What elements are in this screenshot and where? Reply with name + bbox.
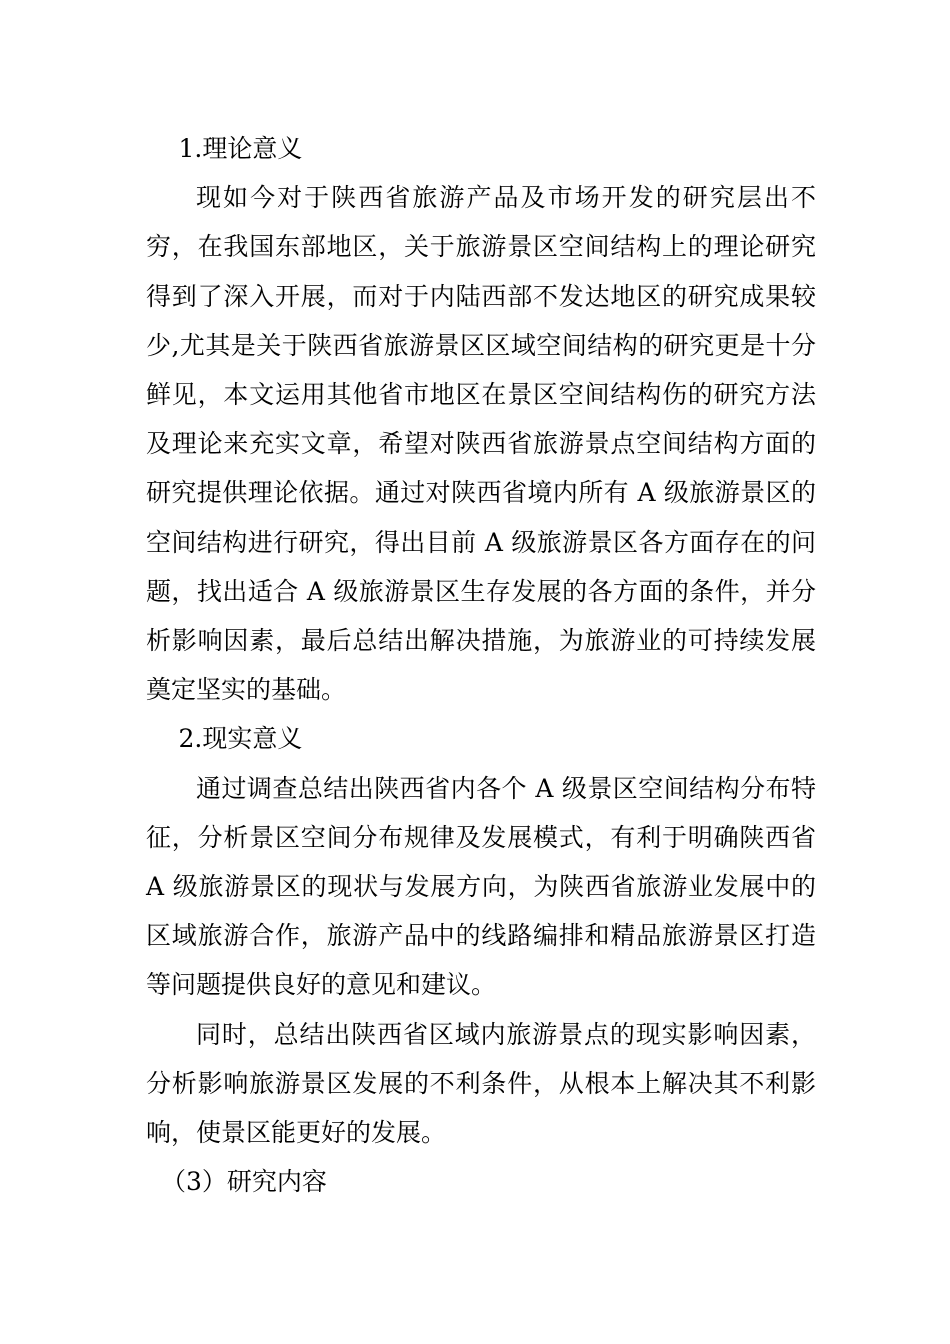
section-heading-practical-significance: 2.现实意义 xyxy=(178,724,303,754)
paragraph-theoretical-significance: 现如今对于陕西省旅游产品及市场开发的研究层出不穷，在我国东部地区，关于旅游景区空间结构上的理论研究得到了深入开展，而对于内陆西部不发达地区的研究成果较少,尤其是关于陕西省旅游景区区域空间结构的研究更是十分鲜见，本文运用其他省市地区在景区空间结构伤的研究方法及理论来充实文章，希望对陕西省旅游景点空间结构方面的研究提供理论依据。通过对陕西省境内所有 A 级旅游景区的空间结构进行研究，得出目前 A 级旅游景区各方面存在的问题，找出适合 A 级旅游景区生存发展的各方面的条件，并分析影响因素，最后总结出解决措施，为旅游业的可持续发展奠定坚实的基础。 xyxy=(146,183,816,705)
paragraph-practical-significance-2: 同时，总结出陕西省区域内旅游景点的现实影响因素，分析影响旅游景区发展的不利条件，从根本上解决其不利影响，使景区能更好的发展。 xyxy=(146,1019,816,1148)
paragraph-practical-significance-1: 通过调查总结出陕西省内各个 A 级景区空间结构分布特征，分析景区空间分布规律及发展模式，有利于明确陕西省 A 级旅游景区的现状与发展方向，为陕西省旅游业发展中的区域旅游合作，旅游产品中的线路编排和精品旅游景区打造等问题提供良好的意见和建议。 xyxy=(146,773,816,1000)
document-body xyxy=(146,124,816,1206)
section-heading-research-content: （3）研究内容 xyxy=(161,1167,327,1197)
section-heading-theoretical-significance: 1.理论意义 xyxy=(178,134,303,163)
